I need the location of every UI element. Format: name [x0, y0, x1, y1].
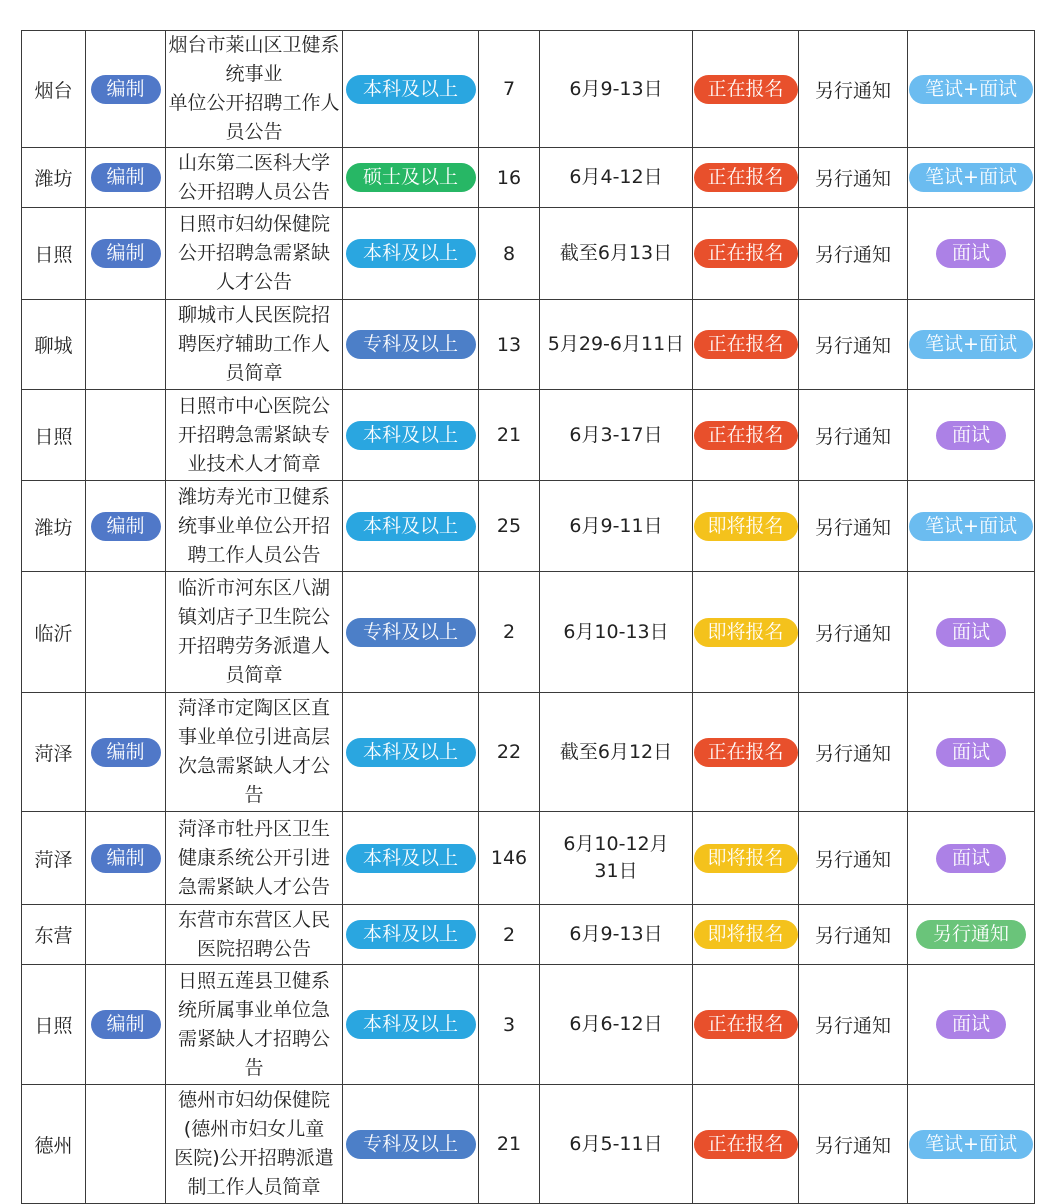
- status-cell: [693, 965, 799, 1085]
- status-badge: 正在报名: [694, 738, 798, 767]
- notice-text: 另行通知: [814, 925, 891, 947]
- exam-cell: [908, 812, 1035, 905]
- status-badge: 正在报名: [694, 163, 798, 192]
- city-cell: [22, 481, 86, 572]
- status-cell: [693, 300, 799, 390]
- title-cell: [166, 390, 343, 481]
- date-text: 6月9-11日: [569, 514, 663, 537]
- city-text: 菏泽: [34, 742, 73, 765]
- bianzhi-cell: [86, 148, 166, 208]
- bianzhi-cell: [86, 965, 166, 1085]
- status-badge: 即将报名: [694, 618, 798, 647]
- table-row: [22, 208, 1035, 300]
- notice-text: 另行通知: [814, 1015, 891, 1037]
- exam-badge: 笔试+面试: [909, 163, 1033, 192]
- table-row: [22, 905, 1035, 965]
- education-cell: [343, 390, 479, 481]
- table-row: [22, 693, 1035, 812]
- exam-badge: 面试: [936, 421, 1006, 450]
- title-cell: [166, 31, 343, 148]
- notice-cell: [799, 1085, 908, 1204]
- count-text: 25: [496, 515, 522, 537]
- status-cell: [693, 148, 799, 208]
- bianzhi-badge: 编制: [91, 1010, 161, 1039]
- count-text: 13: [496, 333, 522, 356]
- status-cell: [693, 905, 799, 965]
- count-text: 3: [502, 1013, 516, 1036]
- bianzhi-cell: [86, 390, 166, 481]
- notice-text: 另行通知: [814, 168, 891, 190]
- count-text: 2: [502, 923, 516, 946]
- title-cell: [166, 812, 343, 905]
- city-cell: [22, 300, 86, 390]
- date-cell: [540, 812, 693, 905]
- education-cell: [343, 812, 479, 905]
- education-cell: [343, 905, 479, 965]
- notice-text: 另行通知: [814, 516, 891, 539]
- notice-cell: [799, 148, 908, 208]
- count-cell: [479, 148, 540, 208]
- notice-text: 另行通知: [814, 425, 891, 448]
- status-cell: [693, 812, 799, 905]
- exam-cell: [908, 965, 1035, 1085]
- notice-text: 另行通知: [814, 335, 891, 357]
- exam-cell: [908, 572, 1035, 693]
- date-text: 6月5-11日: [569, 1132, 663, 1155]
- date-text: 截至6月13日: [559, 242, 673, 264]
- title-text: 日照五莲县卫健系 统所属事业单位急 需紧缺人才招聘公 告: [177, 969, 330, 1079]
- bianzhi-cell: [86, 300, 166, 390]
- status-cell: [693, 390, 799, 481]
- date-cell: [540, 300, 693, 390]
- title-text: 山东第二医科大学 公开招聘人员公告: [177, 151, 330, 203]
- exam-badge: 另行通知: [916, 920, 1026, 949]
- notice-text: 另行通知: [814, 622, 891, 645]
- bianzhi-cell: [86, 481, 166, 572]
- education-badge: 本科及以上: [346, 75, 476, 104]
- title-cell: [166, 300, 343, 390]
- count-cell: [479, 1085, 540, 1204]
- count-text: 8: [502, 242, 516, 265]
- title-text: 菏泽市定陶区区直 事业单位引进高层 次急需紧缺人才公 告: [177, 697, 330, 806]
- date-text: 6月9-13日: [569, 77, 663, 100]
- bianzhi-cell: [86, 208, 166, 300]
- title-cell: [166, 208, 343, 300]
- title-text: 日照市妇幼保健院 公开招聘急需紧缺 人才公告: [177, 213, 330, 293]
- education-badge: 专科及以上: [346, 1130, 476, 1159]
- exam-cell: [908, 300, 1035, 390]
- count-cell: [479, 390, 540, 481]
- education-cell: [343, 1085, 479, 1204]
- education-badge: 本科及以上: [346, 239, 476, 268]
- title-text: 日照市中心医院公 开招聘急需紧缺专 业技术人才简章: [177, 394, 330, 475]
- status-badge: 正在报名: [694, 330, 798, 359]
- status-cell: [693, 481, 799, 572]
- city-text: 东营: [34, 925, 73, 947]
- city-cell: [22, 208, 86, 300]
- city-text: 德州: [34, 1134, 73, 1157]
- notice-cell: [799, 812, 908, 905]
- date-cell: [540, 390, 693, 481]
- table-row: [22, 390, 1035, 481]
- exam-badge: 面试: [936, 239, 1006, 268]
- title-text: 聊城市人民医院招 聘医疗辅助工作人 员简章: [177, 304, 330, 384]
- status-badge: 正在报名: [694, 1130, 798, 1159]
- title-text: 烟台市莱山区卫健系统事业 单位公开招聘工作人员公告: [168, 34, 340, 143]
- status-cell: [693, 693, 799, 812]
- title-cell: [166, 965, 343, 1085]
- exam-cell: [908, 390, 1035, 481]
- count-text: 16: [496, 166, 522, 189]
- education-cell: [343, 693, 479, 812]
- bianzhi-cell: [86, 31, 166, 148]
- status-cell: [693, 208, 799, 300]
- bianzhi-badge: 编制: [91, 512, 161, 541]
- education-badge: 专科及以上: [346, 618, 476, 647]
- notice-text: 另行通知: [814, 79, 891, 102]
- bianzhi-cell: [86, 905, 166, 965]
- city-cell: [22, 1085, 86, 1204]
- count-cell: [479, 572, 540, 693]
- status-badge: 正在报名: [694, 1010, 798, 1039]
- city-text: 聊城: [34, 335, 73, 357]
- notice-cell: [799, 905, 908, 965]
- date-text: 6月9-13日: [569, 923, 663, 945]
- date-cell: [540, 905, 693, 965]
- city-cell: [22, 390, 86, 481]
- exam-badge: 笔试+面试: [909, 1130, 1033, 1159]
- table-row: [22, 481, 1035, 572]
- title-cell: [166, 1085, 343, 1204]
- title-text: 潍坊寿光市卫健系 统事业单位公开招 聘工作人员公告: [177, 485, 330, 566]
- date-text: 6月3-17日: [569, 423, 663, 446]
- title-cell: [166, 481, 343, 572]
- notice-cell: [799, 31, 908, 148]
- title-cell: [166, 148, 343, 208]
- city-text: 潍坊: [34, 516, 73, 539]
- title-cell: [166, 693, 343, 812]
- exam-badge: 面试: [936, 1010, 1006, 1039]
- city-text: 菏泽: [34, 848, 73, 871]
- city-cell: [22, 812, 86, 905]
- notice-cell: [799, 572, 908, 693]
- table-row: [22, 300, 1035, 390]
- bianzhi-badge: 编制: [91, 738, 161, 767]
- table-row: [22, 148, 1035, 208]
- date-cell: [540, 965, 693, 1085]
- title-text: 菏泽市牡丹区卫生 健康系统公开引进 急需紧缺人才公告: [177, 817, 330, 898]
- city-cell: [22, 148, 86, 208]
- date-cell: [540, 1085, 693, 1204]
- date-cell: [540, 481, 693, 572]
- title-cell: [166, 572, 343, 693]
- education-badge: 本科及以上: [346, 421, 476, 450]
- count-cell: [479, 208, 540, 300]
- education-badge: 本科及以上: [346, 738, 476, 767]
- exam-badge: 笔试+面试: [909, 330, 1033, 359]
- notice-cell: [799, 390, 908, 481]
- education-cell: [343, 572, 479, 693]
- count-text: 21: [496, 1133, 522, 1155]
- count-text: 2: [502, 621, 516, 643]
- status-badge: 即将报名: [694, 512, 798, 541]
- city-cell: [22, 572, 86, 693]
- city-text: 日照: [34, 425, 73, 448]
- education-cell: [343, 300, 479, 390]
- notice-cell: [799, 300, 908, 390]
- exam-badge: 笔试+面试: [909, 75, 1033, 104]
- notice-text: 另行通知: [814, 244, 891, 266]
- education-cell: [343, 148, 479, 208]
- city-text: 潍坊: [34, 168, 73, 190]
- recruitment-table: [21, 30, 1035, 1204]
- bianzhi-badge: 编制: [91, 75, 161, 104]
- notice-cell: [799, 481, 908, 572]
- bianzhi-badge: 编制: [91, 163, 161, 192]
- education-badge: 硕士及以上: [346, 163, 476, 192]
- count-text: 146: [490, 847, 528, 869]
- status-badge: 即将报名: [694, 920, 798, 949]
- status-badge: 正在报名: [694, 239, 798, 268]
- title-text: 德州市妇幼保健院 (德州市妇女儿童 医院)公开招聘派遣 制工作人员简章: [174, 1089, 334, 1198]
- count-cell: [479, 300, 540, 390]
- count-cell: [479, 31, 540, 148]
- date-cell: [540, 572, 693, 693]
- date-text: 6月4-12日: [569, 166, 663, 188]
- education-cell: [343, 208, 479, 300]
- table-row: [22, 1085, 1035, 1204]
- bianzhi-cell: [86, 572, 166, 693]
- education-badge: 专科及以上: [346, 330, 476, 359]
- status-badge: 正在报名: [694, 75, 798, 104]
- exam-cell: [908, 208, 1035, 300]
- title-text: 东营市东营区人民 医院招聘公告: [177, 908, 330, 960]
- exam-cell: [908, 905, 1035, 965]
- exam-badge: 面试: [936, 844, 1006, 873]
- notice-cell: [799, 965, 908, 1085]
- date-cell: [540, 208, 693, 300]
- education-badge: 本科及以上: [346, 920, 476, 949]
- count-text: 7: [502, 78, 516, 100]
- city-cell: [22, 965, 86, 1085]
- exam-badge: 面试: [936, 618, 1006, 647]
- count-text: 22: [496, 741, 522, 763]
- exam-cell: [908, 148, 1035, 208]
- bianzhi-cell: [86, 1085, 166, 1204]
- education-badge: 本科及以上: [346, 512, 476, 541]
- table-row: [22, 965, 1035, 1085]
- date-cell: [540, 31, 693, 148]
- status-badge: 正在报名: [694, 421, 798, 450]
- count-cell: [479, 481, 540, 572]
- title-cell: [166, 905, 343, 965]
- date-text: 5月29-6月11日: [547, 333, 685, 355]
- exam-cell: [908, 31, 1035, 148]
- count-cell: [479, 693, 540, 812]
- city-text: 烟台: [34, 79, 73, 102]
- education-cell: [343, 31, 479, 148]
- exam-cell: [908, 693, 1035, 812]
- education-badge: 本科及以上: [346, 844, 476, 873]
- notice-text: 另行通知: [814, 848, 891, 871]
- bianzhi-badge: 编制: [91, 239, 161, 268]
- city-cell: [22, 905, 86, 965]
- bianzhi-cell: [86, 693, 166, 812]
- exam-badge: 笔试+面试: [909, 512, 1033, 541]
- exam-cell: [908, 481, 1035, 572]
- count-text: 21: [496, 424, 522, 446]
- count-cell: [479, 965, 540, 1085]
- exam-cell: [908, 1085, 1035, 1204]
- date-text: 6月10-13日: [563, 620, 669, 643]
- city-text: 日照: [34, 244, 73, 266]
- date-text: 6月10-12月 31日: [563, 833, 669, 882]
- exam-badge: 面试: [936, 738, 1006, 767]
- bianzhi-badge: 编制: [91, 844, 161, 873]
- notice-cell: [799, 693, 908, 812]
- city-cell: [22, 31, 86, 148]
- date-text: 截至6月12日: [559, 740, 673, 763]
- education-cell: [343, 965, 479, 1085]
- notice-text: 另行通知: [814, 1134, 891, 1157]
- date-cell: [540, 693, 693, 812]
- table-row: [22, 572, 1035, 693]
- count-cell: [479, 905, 540, 965]
- education-cell: [343, 481, 479, 572]
- table-row: [22, 31, 1035, 148]
- city-text: 临沂: [34, 622, 73, 645]
- date-cell: [540, 148, 693, 208]
- status-cell: [693, 1085, 799, 1204]
- date-text: 6月6-12日: [569, 1013, 663, 1035]
- title-text: 临沂市河东区八湖 镇刘店子卫生院公 开招聘劳务派遣人 员简章: [177, 577, 330, 686]
- city-cell: [22, 693, 86, 812]
- city-text: 日照: [34, 1015, 73, 1037]
- notice-cell: [799, 208, 908, 300]
- status-cell: [693, 572, 799, 693]
- notice-text: 另行通知: [814, 742, 891, 765]
- status-badge: 即将报名: [694, 844, 798, 873]
- education-badge: 本科及以上: [346, 1010, 476, 1039]
- bianzhi-cell: [86, 812, 166, 905]
- status-cell: [693, 31, 799, 148]
- table-row: [22, 812, 1035, 905]
- count-cell: [479, 812, 540, 905]
